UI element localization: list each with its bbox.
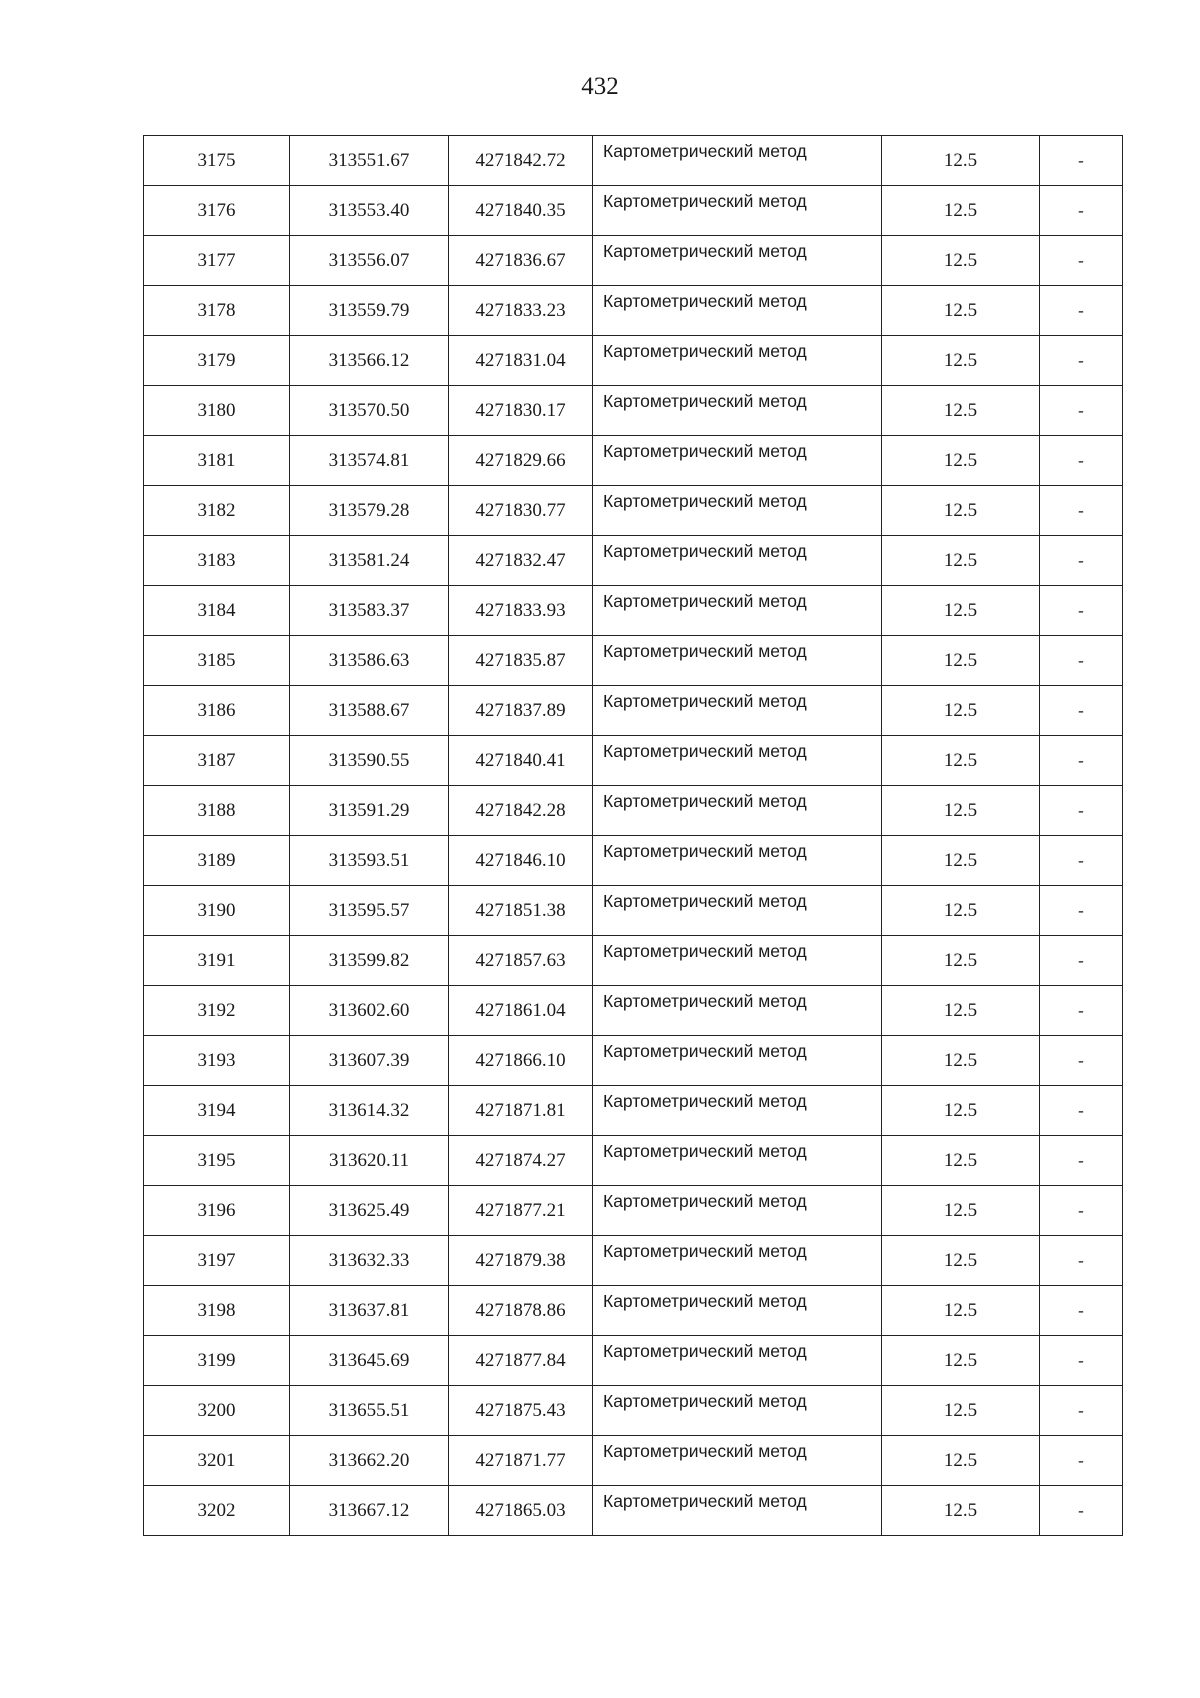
accuracy-cell: 12.5	[882, 1186, 1040, 1236]
table-body	[144, 136, 1123, 1536]
point-number-cell: 3184	[144, 586, 290, 636]
method-cell: Картометрический метод	[593, 336, 882, 386]
accuracy-cell: 12.5	[882, 1286, 1040, 1336]
point-number-cell: 3176	[144, 186, 290, 236]
table-row	[144, 186, 1123, 236]
point-number-cell: 3197	[144, 1236, 290, 1286]
table-row	[144, 236, 1123, 286]
method-cell: Картометрический метод	[593, 686, 882, 736]
accuracy-cell: 12.5	[882, 486, 1040, 536]
method-cell: Картометрический метод	[593, 1436, 882, 1486]
x-coordinate-cell: 313581.24	[290, 536, 449, 586]
note-cell: -	[1040, 886, 1123, 936]
point-number-cell: 3202	[144, 1486, 290, 1536]
y-coordinate-cell: 4271833.23	[449, 286, 593, 336]
point-number-cell: 3185	[144, 636, 290, 686]
page-number: 432	[581, 73, 619, 100]
x-coordinate-cell: 313625.49	[290, 1186, 449, 1236]
x-coordinate-cell: 313632.33	[290, 1236, 449, 1286]
accuracy-cell: 12.5	[882, 736, 1040, 786]
accuracy-cell: 12.5	[882, 236, 1040, 286]
table-row	[144, 686, 1123, 736]
method-cell: Картометрический метод	[593, 786, 882, 836]
method-cell: Картометрический метод	[593, 986, 882, 1036]
y-coordinate-cell: 4271878.86	[449, 1286, 593, 1336]
accuracy-cell: 12.5	[882, 636, 1040, 686]
note-cell: -	[1040, 1336, 1123, 1386]
note-cell: -	[1040, 1136, 1123, 1186]
point-number-cell: 3175	[144, 136, 290, 186]
accuracy-cell: 12.5	[882, 886, 1040, 936]
table-row	[144, 1386, 1123, 1436]
y-coordinate-cell: 4271830.77	[449, 486, 593, 536]
note-cell: -	[1040, 186, 1123, 236]
table-row	[144, 786, 1123, 836]
accuracy-cell: 12.5	[882, 1136, 1040, 1186]
note-cell: -	[1040, 1186, 1123, 1236]
y-coordinate-cell: 4271842.72	[449, 136, 593, 186]
table-row	[144, 336, 1123, 386]
method-cell: Картометрический метод	[593, 1486, 882, 1536]
table-row	[144, 586, 1123, 636]
point-number-cell: 3186	[144, 686, 290, 736]
y-coordinate-cell: 4271871.77	[449, 1436, 593, 1486]
y-coordinate-cell: 4271874.27	[449, 1136, 593, 1186]
table-row	[144, 286, 1123, 336]
note-cell: -	[1040, 1486, 1123, 1536]
x-coordinate-cell: 313599.82	[290, 936, 449, 986]
y-coordinate-cell: 4271842.28	[449, 786, 593, 836]
table-row	[144, 436, 1123, 486]
x-coordinate-cell: 313588.67	[290, 686, 449, 736]
method-cell: Картометрический метод	[593, 1386, 882, 1436]
accuracy-cell: 12.5	[882, 1236, 1040, 1286]
x-coordinate-cell: 313662.20	[290, 1436, 449, 1486]
method-cell: Картометрический метод	[593, 186, 882, 236]
note-cell: -	[1040, 636, 1123, 686]
coordinates-table	[143, 135, 1123, 1536]
point-number-cell: 3177	[144, 236, 290, 286]
y-coordinate-cell: 4271840.41	[449, 736, 593, 786]
y-coordinate-cell: 4271865.03	[449, 1486, 593, 1536]
note-cell: -	[1040, 686, 1123, 736]
table-row	[144, 1086, 1123, 1136]
y-coordinate-cell: 4271879.38	[449, 1236, 593, 1286]
point-number-cell: 3188	[144, 786, 290, 836]
y-coordinate-cell: 4271866.10	[449, 1036, 593, 1086]
point-number-cell: 3178	[144, 286, 290, 336]
y-coordinate-cell: 4271857.63	[449, 936, 593, 986]
x-coordinate-cell: 313566.12	[290, 336, 449, 386]
point-number-cell: 3190	[144, 886, 290, 936]
note-cell: -	[1040, 1236, 1123, 1286]
method-cell: Картометрический метод	[593, 586, 882, 636]
point-number-cell: 3191	[144, 936, 290, 986]
y-coordinate-cell: 4271840.35	[449, 186, 593, 236]
y-coordinate-cell: 4271861.04	[449, 986, 593, 1036]
x-coordinate-cell: 313591.29	[290, 786, 449, 836]
accuracy-cell: 12.5	[882, 986, 1040, 1036]
x-coordinate-cell: 313583.37	[290, 586, 449, 636]
table-row	[144, 936, 1123, 986]
x-coordinate-cell: 313551.67	[290, 136, 449, 186]
y-coordinate-cell: 4271832.47	[449, 536, 593, 586]
point-number-cell: 3187	[144, 736, 290, 786]
note-cell: -	[1040, 286, 1123, 336]
table-row	[144, 1136, 1123, 1186]
y-coordinate-cell: 4271846.10	[449, 836, 593, 886]
method-cell: Картометрический метод	[593, 536, 882, 586]
x-coordinate-cell: 313602.60	[290, 986, 449, 1036]
method-cell: Картометрический метод	[593, 286, 882, 336]
accuracy-cell: 12.5	[882, 386, 1040, 436]
method-cell: Картометрический метод	[593, 936, 882, 986]
table-row	[144, 1336, 1123, 1386]
note-cell: -	[1040, 1036, 1123, 1086]
x-coordinate-cell: 313607.39	[290, 1036, 449, 1086]
table-row	[144, 1436, 1123, 1486]
note-cell: -	[1040, 836, 1123, 886]
x-coordinate-cell: 313645.69	[290, 1336, 449, 1386]
y-coordinate-cell: 4271836.67	[449, 236, 593, 286]
method-cell: Картометрический метод	[593, 1286, 882, 1336]
point-number-cell: 3194	[144, 1086, 290, 1136]
x-coordinate-cell: 313620.11	[290, 1136, 449, 1186]
x-coordinate-cell: 313655.51	[290, 1386, 449, 1436]
accuracy-cell: 12.5	[882, 1386, 1040, 1436]
accuracy-cell: 12.5	[882, 136, 1040, 186]
x-coordinate-cell: 313614.32	[290, 1086, 449, 1136]
point-number-cell: 3200	[144, 1386, 290, 1436]
x-coordinate-cell: 313590.55	[290, 736, 449, 786]
accuracy-cell: 12.5	[882, 336, 1040, 386]
point-number-cell: 3182	[144, 486, 290, 536]
point-number-cell: 3201	[144, 1436, 290, 1486]
x-coordinate-cell: 313559.79	[290, 286, 449, 336]
accuracy-cell: 12.5	[882, 1436, 1040, 1486]
method-cell: Картометрический метод	[593, 886, 882, 936]
point-number-cell: 3198	[144, 1286, 290, 1336]
accuracy-cell: 12.5	[882, 1036, 1040, 1086]
note-cell: -	[1040, 736, 1123, 786]
method-cell: Картометрический метод	[593, 386, 882, 436]
table-row	[144, 636, 1123, 686]
table-row	[144, 1036, 1123, 1086]
x-coordinate-cell: 313595.57	[290, 886, 449, 936]
y-coordinate-cell: 4271877.21	[449, 1186, 593, 1236]
note-cell: -	[1040, 1086, 1123, 1136]
note-cell: -	[1040, 1286, 1123, 1336]
point-number-cell: 3195	[144, 1136, 290, 1186]
note-cell: -	[1040, 986, 1123, 1036]
table-row	[144, 1186, 1123, 1236]
note-cell: -	[1040, 336, 1123, 386]
method-cell: Картометрический метод	[593, 736, 882, 786]
note-cell: -	[1040, 436, 1123, 486]
x-coordinate-cell: 313593.51	[290, 836, 449, 886]
y-coordinate-cell: 4271871.81	[449, 1086, 593, 1136]
accuracy-cell: 12.5	[882, 1336, 1040, 1386]
method-cell: Картометрический метод	[593, 1236, 882, 1286]
table-row	[144, 986, 1123, 1036]
accuracy-cell: 12.5	[882, 836, 1040, 886]
point-number-cell: 3183	[144, 536, 290, 586]
accuracy-cell: 12.5	[882, 1086, 1040, 1136]
method-cell: Картометрический метод	[593, 1186, 882, 1236]
point-number-cell: 3196	[144, 1186, 290, 1236]
note-cell: -	[1040, 136, 1123, 186]
x-coordinate-cell: 313570.50	[290, 386, 449, 436]
note-cell: -	[1040, 936, 1123, 986]
y-coordinate-cell: 4271833.93	[449, 586, 593, 636]
table-row	[144, 136, 1123, 186]
accuracy-cell: 12.5	[882, 286, 1040, 336]
table-row	[144, 386, 1123, 436]
table-row	[144, 736, 1123, 786]
accuracy-cell: 12.5	[882, 1486, 1040, 1536]
x-coordinate-cell: 313579.28	[290, 486, 449, 536]
method-cell: Картометрический метод	[593, 1086, 882, 1136]
point-number-cell: 3193	[144, 1036, 290, 1086]
x-coordinate-cell: 313556.07	[290, 236, 449, 286]
method-cell: Картометрический метод	[593, 1136, 882, 1186]
table-row	[144, 536, 1123, 586]
accuracy-cell: 12.5	[882, 536, 1040, 586]
method-cell: Картометрический метод	[593, 436, 882, 486]
y-coordinate-cell: 4271829.66	[449, 436, 593, 486]
accuracy-cell: 12.5	[882, 686, 1040, 736]
x-coordinate-cell: 313637.81	[290, 1286, 449, 1336]
accuracy-cell: 12.5	[882, 436, 1040, 486]
accuracy-cell: 12.5	[882, 586, 1040, 636]
method-cell: Картометрический метод	[593, 1336, 882, 1386]
table-row	[144, 1286, 1123, 1336]
accuracy-cell: 12.5	[882, 186, 1040, 236]
note-cell: -	[1040, 1386, 1123, 1436]
note-cell: -	[1040, 786, 1123, 836]
point-number-cell: 3179	[144, 336, 290, 386]
method-cell: Картометрический метод	[593, 486, 882, 536]
point-number-cell: 3199	[144, 1336, 290, 1386]
y-coordinate-cell: 4271831.04	[449, 336, 593, 386]
method-cell: Картометрический метод	[593, 136, 882, 186]
point-number-cell: 3180	[144, 386, 290, 436]
note-cell: -	[1040, 586, 1123, 636]
accuracy-cell: 12.5	[882, 936, 1040, 986]
table-row	[144, 486, 1123, 536]
method-cell: Картометрический метод	[593, 236, 882, 286]
note-cell: -	[1040, 1436, 1123, 1486]
method-cell: Картометрический метод	[593, 636, 882, 686]
y-coordinate-cell: 4271875.43	[449, 1386, 593, 1436]
accuracy-cell: 12.5	[882, 786, 1040, 836]
table-row	[144, 1486, 1123, 1536]
note-cell: -	[1040, 236, 1123, 286]
point-number-cell: 3189	[144, 836, 290, 886]
x-coordinate-cell: 313586.63	[290, 636, 449, 686]
x-coordinate-cell: 313574.81	[290, 436, 449, 486]
y-coordinate-cell: 4271830.17	[449, 386, 593, 436]
y-coordinate-cell: 4271851.38	[449, 886, 593, 936]
note-cell: -	[1040, 486, 1123, 536]
y-coordinate-cell: 4271837.89	[449, 686, 593, 736]
method-cell: Картометрический метод	[593, 836, 882, 886]
note-cell: -	[1040, 386, 1123, 436]
y-coordinate-cell: 4271877.84	[449, 1336, 593, 1386]
x-coordinate-cell: 313667.12	[290, 1486, 449, 1536]
method-cell: Картометрический метод	[593, 1036, 882, 1086]
point-number-cell: 3181	[144, 436, 290, 486]
y-coordinate-cell: 4271835.87	[449, 636, 593, 686]
point-number-cell: 3192	[144, 986, 290, 1036]
table-row	[144, 836, 1123, 886]
table-row	[144, 886, 1123, 936]
x-coordinate-cell: 313553.40	[290, 186, 449, 236]
table-row	[144, 1236, 1123, 1286]
note-cell: -	[1040, 536, 1123, 586]
